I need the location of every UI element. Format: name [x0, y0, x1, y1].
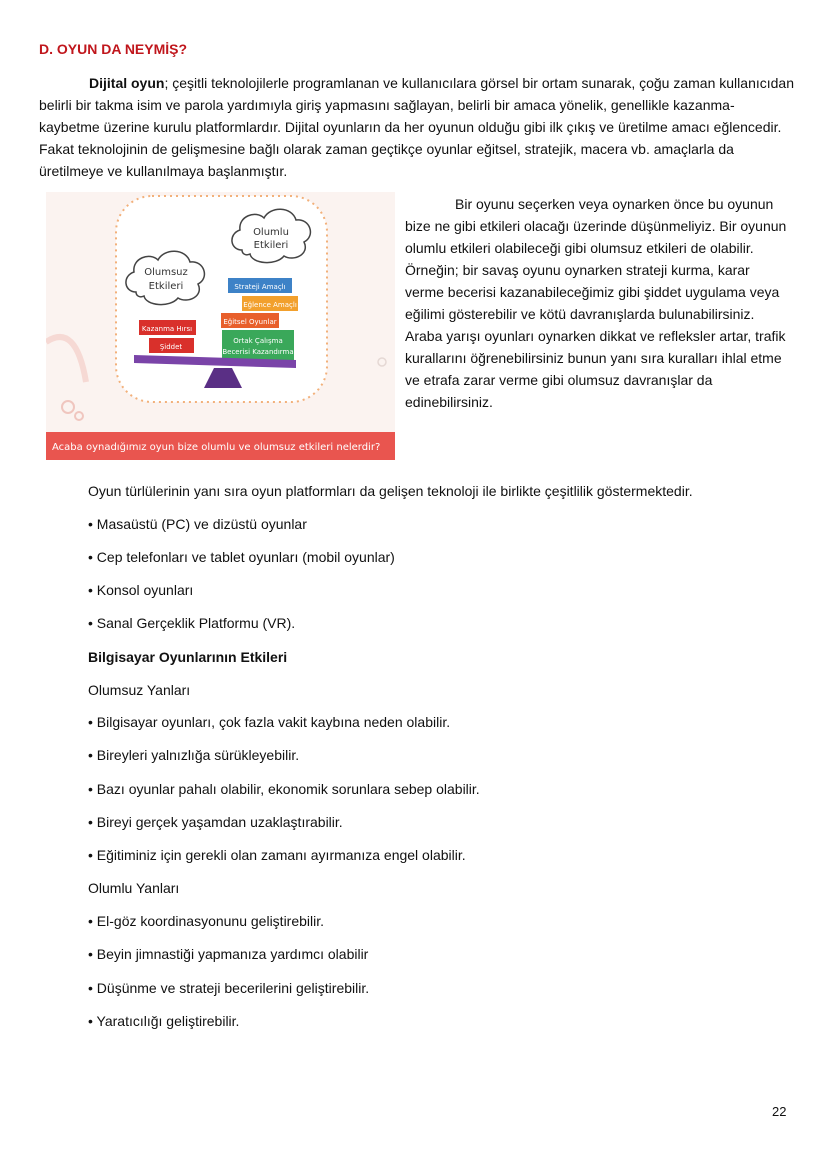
page-number: 22: [772, 1104, 787, 1119]
block-fun: [242, 296, 298, 311]
list-item-positive: • Yaratıcılığı geliştirebilir.: [88, 1013, 240, 1029]
block-ambition: [139, 320, 196, 335]
positive-title: Olumlu Yanları: [88, 880, 180, 896]
list-item-negative: • Eğitiminiz için gerekli olan zamanı ayırmanıza engel olabilir.: [88, 847, 466, 863]
list-item-positive: • Beyin jimnastiği yapmanıza yardımcı olabilir: [88, 946, 369, 962]
platforms-intro: Oyun türlülerinin yanı sıra oyun platformları da gelişen teknoloji ile birlikte çeşitlilik göstermektedir.: [88, 483, 693, 499]
intro-text: ; çeşitli teknolojilerle programlanan ve kullanıcılara görsel bir ortam sunarak, çoğu zaman kullanıcıdan belirli bir takma isim ve parola yardımıyla giriş yapmasını sağlayan, belirli bir amaca yönelik, genellikle kazanma-kaybetme üzerine kurulu platformlardır. Dijital oyunların da her oyunun olduğu gibi ilk çıkış ve üretilme amacı eğlencedir. Fakat teknolojinin de gelişmesine bağlı olarak zaman geçtikçe oyunlar eğitsel, stratejik, macera vb. amaçlarla da üretilmeye ve kullanılmaya başlanmıştır.: [39, 75, 794, 179]
block-education: [221, 313, 279, 328]
effects-title: Bilgisayar Oyunlarının Etkileri: [88, 649, 288, 665]
cloud-negative-line2: Etkileri: [148, 281, 184, 292]
list-item-platform: • Cep telefonları ve tablet oyunları (mobil oyunlar): [88, 549, 395, 565]
svg-text:Acaba oynadığımız oyun bize ol: Acaba oynadığımız oyun bize olumlu ve olumsuz etkileri nelerdir?: [52, 442, 381, 453]
svg-text:Ortak Çalışma: Ortak Çalışma: [233, 337, 283, 345]
section-heading: D. OYUN DA NEYMİŞ?: [39, 41, 188, 57]
list-item-positive: • El-göz koordinasyonunu geliştirebilir.: [88, 913, 325, 929]
list-item-platform: • Masaüstü (PC) ve dizüstü oyunlar: [88, 516, 307, 532]
intro-bold-term: Dijital oyun: [89, 75, 165, 91]
game-effects-illustration: [46, 192, 395, 460]
cloud-positive-line1: Olumlu: [253, 227, 289, 238]
block-violence: [149, 338, 194, 353]
list-item-positive: • Düşünme ve strateji becerilerini geliştirebilir.: [88, 980, 370, 996]
cloud-negative-line1: Olumsuz: [144, 267, 188, 278]
block-strategy: [228, 278, 292, 293]
negative-title: Olumsuz Yanları: [88, 682, 191, 698]
list-item-negative: • Bazı oyunlar pahalı olabilir, ekonomik sorunlara sebep olabilir.: [88, 781, 480, 797]
cloud-positive-line2: Etkileri: [253, 240, 289, 251]
intro-paragraph: [39, 72, 795, 182]
block-teamwork: [222, 330, 294, 361]
svg-text:Eğitsel Oyunlar: Eğitsel Oyunlar: [223, 318, 277, 326]
list-item-platform: • Konsol oyunları: [88, 582, 194, 598]
figure-caption: [46, 432, 395, 460]
svg-text:Şiddet: Şiddet: [159, 343, 183, 351]
list-item-platform: • Sanal Gerçeklik Platformu (VR).: [88, 615, 296, 631]
svg-text:Kazanma Hırsı: Kazanma Hırsı: [141, 325, 193, 333]
list-item-negative: • Bireyleri yalnızlığa sürükleyebilir.: [88, 747, 300, 763]
side-paragraph-text: Bir oyunu seçerken veya oynarken önce bu oyunun bize ne gibi etkileri olacağı üzerinde düşünmeliyiz. Bir oyunun olumlu etkileri olabileceği gibi olumsuz etkileri de olabilir. Örneğin; bir savaş oyunu oynarken strateji kurma, karar verme becerisi kazanabileceğimiz gibi şiddet uygulama veya eğilimi gösterebilir ve kötü davranışlarda bulunabilirsiniz. Araba yarışı oyunları oynarken dikkat ve refleksler artar, trafik kurallarını öğrenebilirsiniz bunun yanı sıra kuralları ihlal etme ve etrafa zarar verme gibi olumsuz davranışlar da edinebilirsiniz.: [405, 196, 787, 410]
side-paragraph: [405, 193, 790, 413]
list-item-negative: • Bilgisayar oyunları, çok fazla vakit kaybına neden olabilir.: [88, 714, 451, 730]
list-item-negative: • Bireyi gerçek yaşamdan uzaklaştırabilir.: [88, 814, 343, 830]
svg-text:Becerisi Kazandırma: Becerisi Kazandırma: [222, 348, 294, 356]
svg-text:Strateji Amaçlı: Strateji Amaçlı: [234, 283, 286, 291]
svg-text:Eğlence Amaçlı: Eğlence Amaçlı: [243, 301, 297, 309]
